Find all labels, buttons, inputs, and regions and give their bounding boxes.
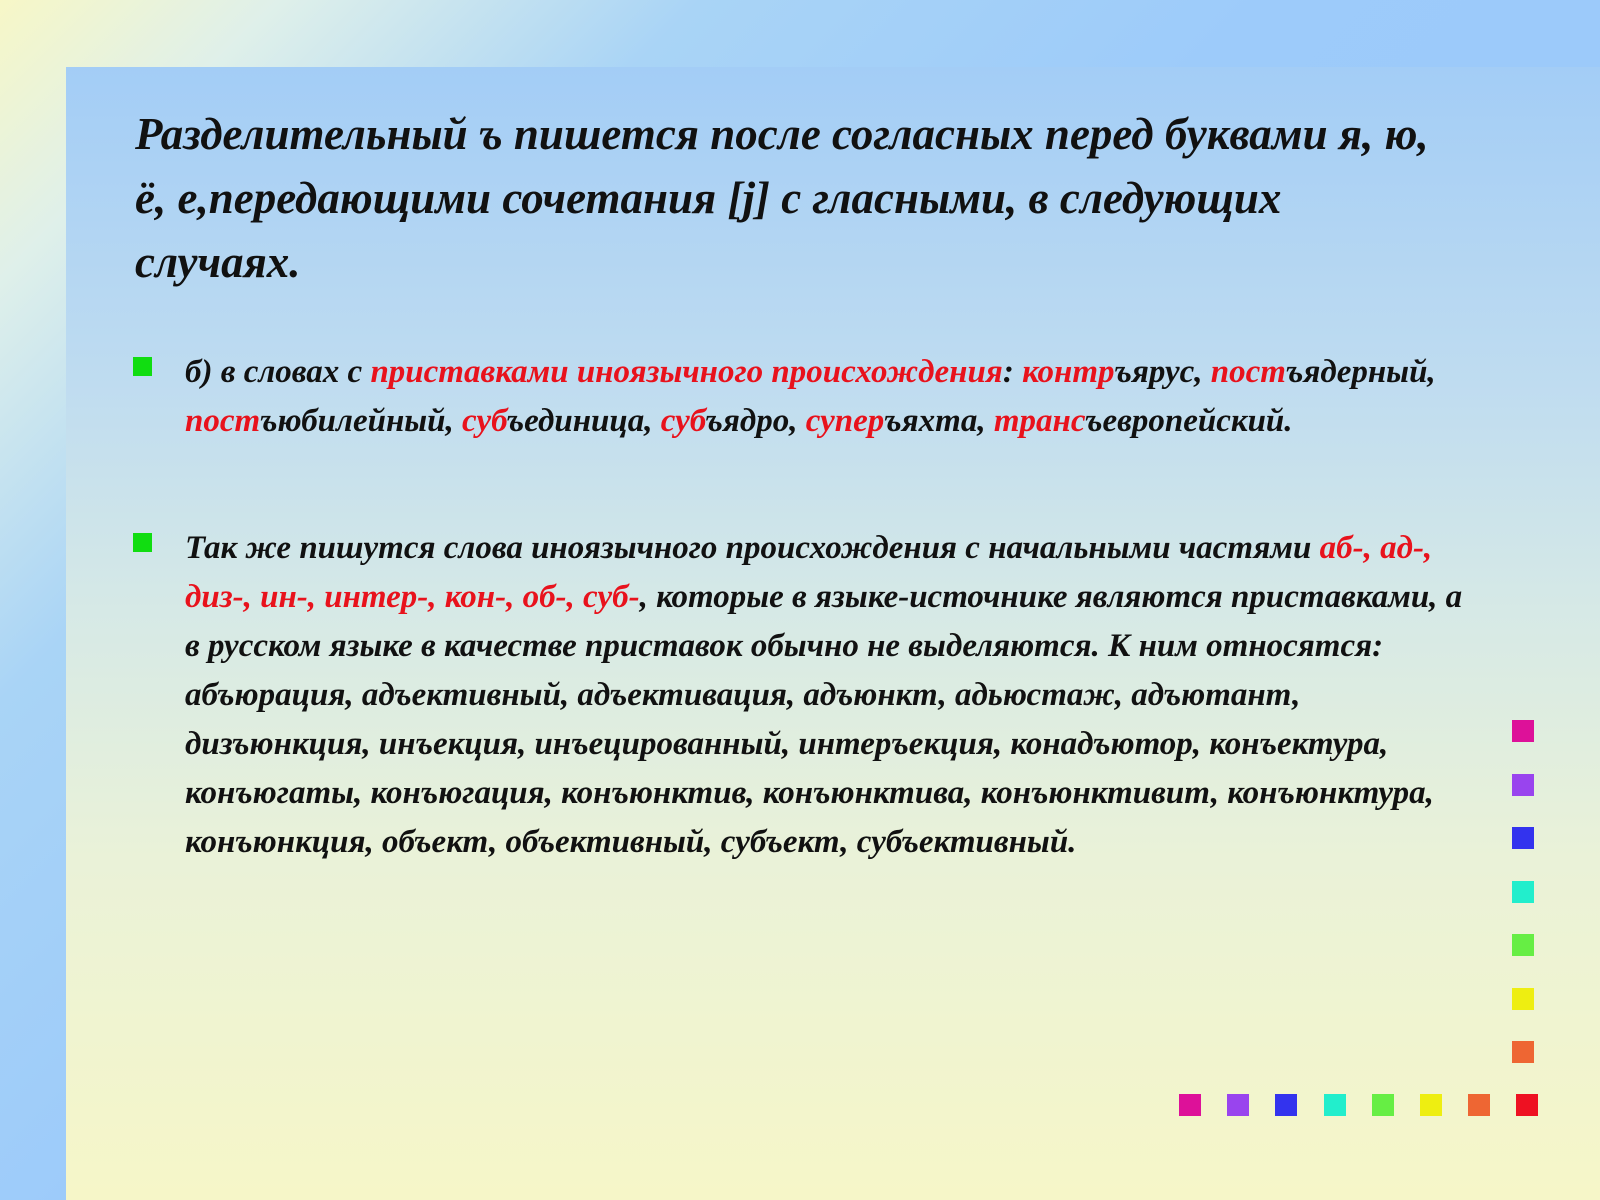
decorative-square-icon (1512, 988, 1534, 1010)
bullet-text-segment: ъевропейский. (1085, 403, 1293, 439)
decorative-square-icon (1420, 1094, 1442, 1116)
bullet-text-segment: ъединица, (506, 403, 661, 439)
bullet-text-segment: супер (805, 403, 885, 439)
decorative-square-icon (1512, 881, 1534, 903)
bullet-text-segment: б) в словах с (185, 354, 371, 390)
bullet-text-segment: ъярус, (1114, 354, 1211, 390)
bullet-text-segment: пост (185, 403, 261, 439)
bullet-text-segment: контр (1022, 354, 1115, 390)
bullet-text-segment: ъядерный, (1285, 354, 1436, 390)
decorative-square-icon (1227, 1094, 1249, 1116)
bullet-text-segment: аб-, ад-, диз-, ин-, интер-, кон-, об-, суб- (185, 530, 1433, 615)
bullet-text-segment: пост (1210, 354, 1286, 390)
decorative-square-icon (1512, 1041, 1534, 1063)
decorative-square-icon (1512, 827, 1534, 849)
bullet-text-segment: суб (660, 403, 706, 439)
bullet-text-segment: приставками иноязычного происхождения (370, 354, 1003, 390)
decorative-square-icon (1512, 774, 1534, 796)
bullet-text-segment: транс (993, 403, 1086, 439)
slide-title: Разделительный ъ пишется после согласных перед буквами я, ю, ё, е,передающими сочетания [j] с гласными, в следующих случаях. (135, 109, 1429, 287)
decorative-square-icon (1512, 934, 1534, 956)
bullet-text-segment: ъяхта, (884, 403, 994, 439)
decorative-square-icon (1275, 1094, 1297, 1116)
bullet-text-segment: , которые в языке-источнике являются приставками, а в русском языке в качестве приставок обычно не выделяются. К ним относятся: абъюрация, адъективный, адъективация, адъюнкт, адьюстаж, адъютант, дизъюнкция, инъекция, инъецированный, интеръекция, конадъютор, конъектура, конъюгаты, конъюгация, конъюнктив, конъюнктива, конъюнктивит, конъюнктура, конъюнкция, объект, объективный, субъект, субъективный. (185, 579, 1463, 860)
decorative-square-icon (1372, 1094, 1394, 1116)
bullet-text-segment: суб (462, 403, 507, 439)
bullet-text-segment: : (1002, 354, 1023, 390)
decorative-square-icon (1512, 720, 1534, 742)
decorative-square-icon (1179, 1094, 1201, 1116)
decorative-square-icon (1324, 1094, 1346, 1116)
bullet-text-segment: Так же пишутся слова иноязычного происхождения с начальными частями (185, 530, 1320, 566)
decorative-square-icon (1468, 1094, 1490, 1116)
bullet-text-segment: ъядро, (705, 403, 806, 439)
decorative-square-icon (1516, 1094, 1538, 1116)
bullet-text-segment: ъюбилейный, (260, 403, 463, 439)
